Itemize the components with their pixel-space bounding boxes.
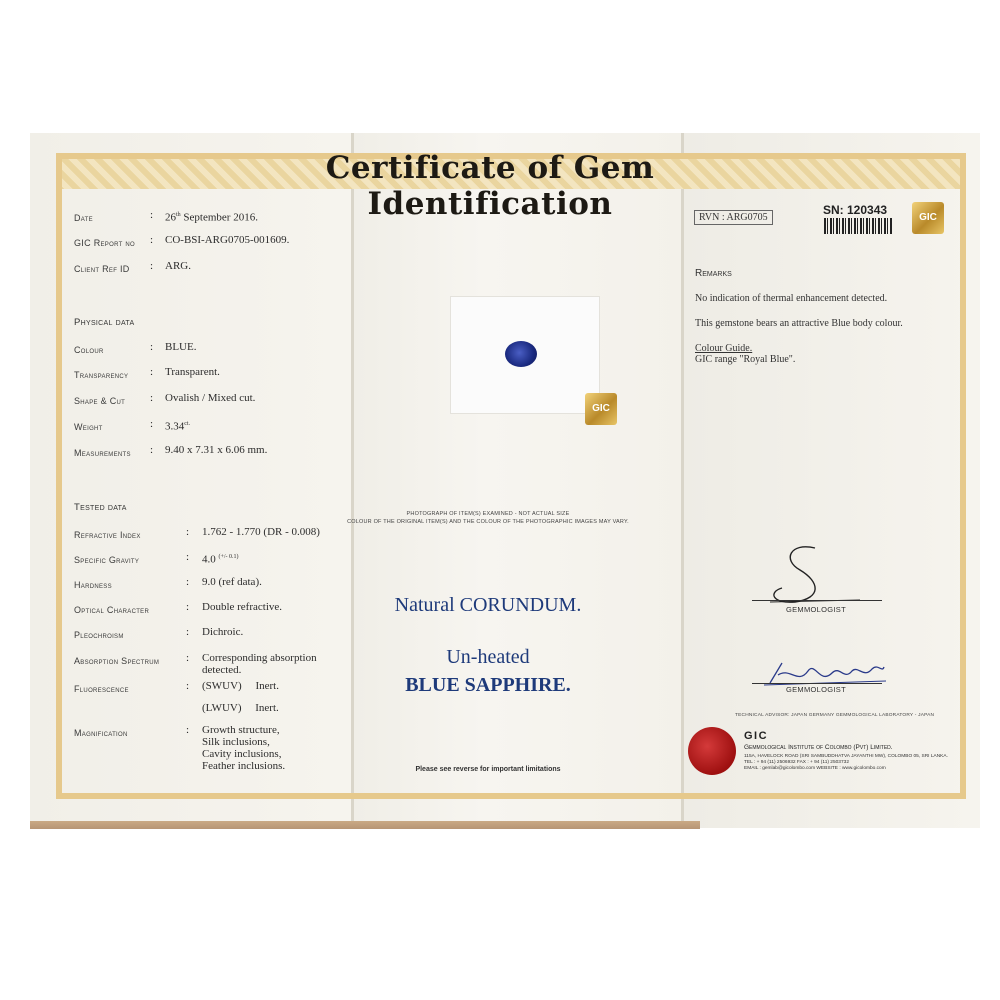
barcode xyxy=(824,218,892,234)
weight-label: Weight xyxy=(74,422,103,432)
refractive-index-label: Refractive Index xyxy=(74,530,141,540)
remarks-heading: Remarks xyxy=(695,268,732,279)
gemmologist-label-1: GEMMOLOGIST xyxy=(786,605,846,614)
sapphire-image xyxy=(505,341,537,367)
report-no-value: CO-BSI-ARG0705-001609. xyxy=(165,234,290,246)
colour-label: Colour xyxy=(74,345,104,355)
client-ref-label: Client Ref ID xyxy=(74,264,130,274)
limitations-note: Please see reverse for important limitations xyxy=(415,766,561,773)
gic-org-short: GIC xyxy=(744,730,769,742)
remark-1: No indication of thermal enhancement detected. xyxy=(695,293,888,304)
gic-org-full: Gemmological Institute of Colombo (Pvt) Limited. xyxy=(744,744,893,751)
gem-species: Natural CORUNDUM. xyxy=(394,594,582,616)
colour-value: BLUE. xyxy=(165,341,197,353)
absorption-value: Corresponding absorption xyxy=(202,652,317,664)
gic-logo-badge-right: GIC xyxy=(912,202,944,234)
pleochroism-label: Pleochroism xyxy=(74,630,124,640)
photo-caption-1: PHOTOGRAPH OF ITEM(S) EXAMINED - NOT ACTUAL SIZE xyxy=(406,511,570,517)
client-ref-value: ARG. xyxy=(165,260,191,272)
pleochroism-value: Dichroic. xyxy=(202,626,244,638)
magnification-value-3: Cavity inclusions, xyxy=(202,748,282,760)
gic-address: 115A, HAVELOCK ROAD (SRI SAMBUDDHATVA JAYANTHI MW), COLOMBO 05, SRI LANKA. xyxy=(744,754,948,759)
fluorescence-label: Fluorescence xyxy=(74,684,129,694)
report-no-label: GIC Report no xyxy=(74,238,135,248)
gem-variety: BLUE SAPPHIRE. xyxy=(405,674,571,696)
shape-cut-label: Shape & Cut xyxy=(74,396,126,406)
transparency-label: Transparency xyxy=(74,370,129,380)
remark-2: This gemstone bears an attractive Blue body colour. xyxy=(695,318,903,329)
shape-cut-value: Ovalish / Mixed cut. xyxy=(165,392,256,404)
serial-number: SN: 120343 xyxy=(823,203,888,217)
fluorescence-swuv: (SWUV) Inert. xyxy=(202,680,279,692)
rvn-box: RVN : ARG0705 xyxy=(694,210,773,225)
photo-caption-2: COLOUR OF THE ORIGINAL ITEM(S) AND THE COLOUR OF THE PHOTOGRAPHIC IMAGES MAY VARY. xyxy=(347,519,629,525)
wax-seal xyxy=(688,727,736,775)
signature-line-2 xyxy=(752,683,882,684)
magnification-value-4: Feather inclusions. xyxy=(202,760,286,772)
magnification-value-2: Silk inclusions, xyxy=(202,736,270,748)
colour-guide-text: GIC range "Royal Blue". xyxy=(695,354,796,365)
transparency-value: Transparent. xyxy=(165,366,220,378)
certificate-title: Certificate of Gem Identification xyxy=(325,150,655,222)
absorption-value-2: detected. xyxy=(202,664,242,676)
hardness-label: Hardness xyxy=(74,580,112,590)
folder-edge xyxy=(30,821,700,829)
magnification-value-1: Growth structure, xyxy=(202,724,280,736)
measurements-label: Measurements xyxy=(74,448,131,458)
magnification-label: Magnification xyxy=(74,728,128,738)
gold-frame xyxy=(56,153,966,799)
tested-data-heading: Tested data xyxy=(74,502,127,513)
specific-gravity-label: Specific Gravity xyxy=(74,555,140,565)
gic-logo-badge: GIC xyxy=(585,393,617,425)
date-label: Date xyxy=(74,213,93,223)
gic-phone: TEL : + 94 (11) 2506932 FAX : + 94 (11) 2503732 xyxy=(744,760,849,765)
gic-email: EMAIL : gemlab@gicolombo.com WEBSITE : www.gicolombo.com xyxy=(744,766,886,771)
date-value: 26th September 2016. xyxy=(165,211,258,224)
signature-line-1 xyxy=(752,600,882,601)
refractive-index-value: 1.762 - 1.770 (DR - 0.008) xyxy=(202,526,320,538)
gemmologist-label-2: GEMMOLOGIST xyxy=(786,685,846,694)
absorption-label: Absorption Spectrum xyxy=(74,656,160,666)
fluorescence-lwuv: (LWUV) Inert. xyxy=(202,702,279,714)
colour-guide-heading: Colour Guide. xyxy=(695,343,753,354)
specific-gravity-value: 4.0 $^{(+/- 0.1)}$ xyxy=(202,553,239,566)
measurements-value: 9.40 x 7.31 x 6.06 mm. xyxy=(165,444,268,456)
hardness-value: 9.0 (ref data). xyxy=(202,576,262,588)
technical-advisor: TECHNICAL ADVISOR: JAPAN GERMANY GEMMOLOGICAL LABORATORY - JAPAN xyxy=(735,713,935,718)
optical-character-value: Double refractive. xyxy=(202,601,283,613)
optical-character-label: Optical Character xyxy=(74,605,150,615)
gem-treatment: Un-heated xyxy=(446,646,530,668)
physical-data-heading: Physical data xyxy=(74,317,135,328)
weight-value: $3.34^{ct.}$ xyxy=(165,420,191,433)
